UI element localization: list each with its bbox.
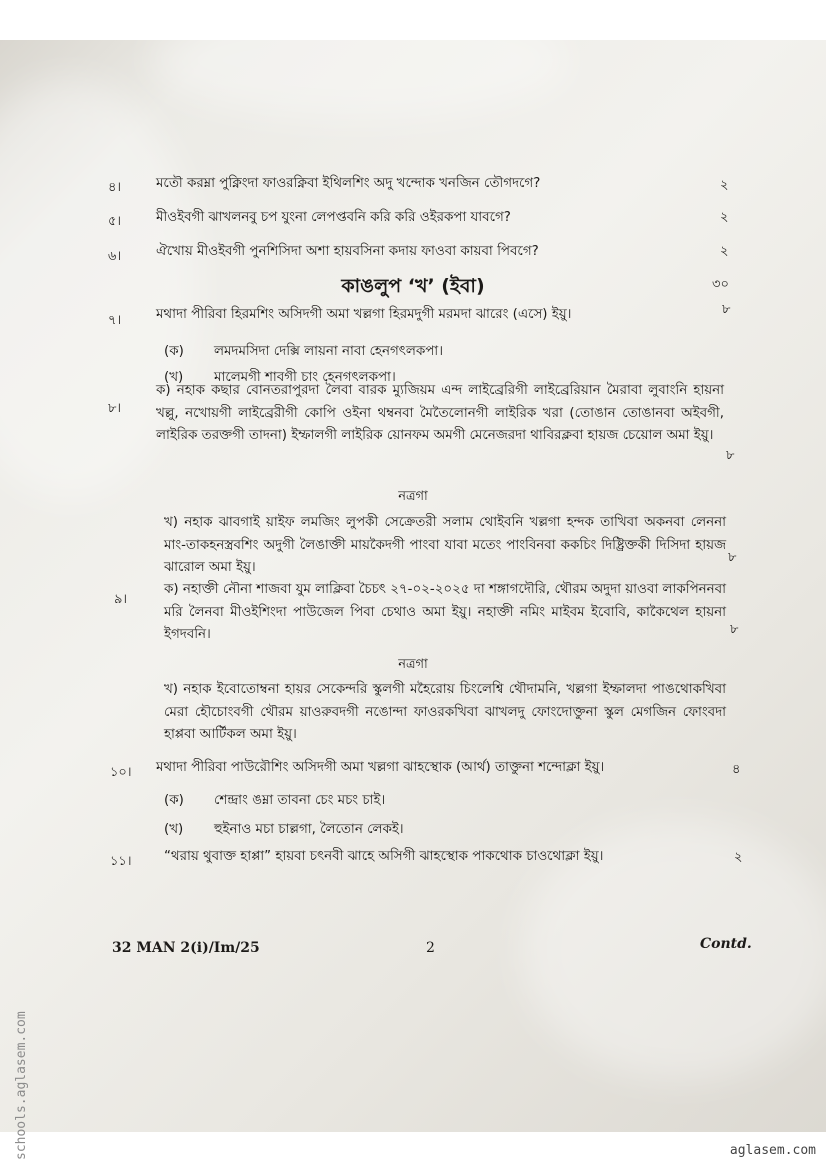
option-text: শেন্দ্রাং ঙম্না তাবনা চেং মচং চাই।	[214, 793, 386, 808]
page-number: 2	[426, 940, 435, 956]
section-heading: কাঙলুপ ‘খ’ (ইবা)	[341, 275, 485, 297]
question-number: ১১।	[110, 854, 132, 869]
option-label: (খ)	[164, 822, 184, 837]
or-separator: নত্রগা	[398, 657, 428, 672]
question-part-a: ক) নহাক্তী নৌনা শাজবা যুম লাক্লিবা চৈচৎ ২৭-০২-২০২৫ দা শঙ্গাগদৌরি, থৌরম অদুদা য়াওবা লাকপিননবা মরি লৈনবা মীওইশিংদা পাউজেল পিবা চেথাও অমা ইয়ু। নহাক্তী নমিং মাইবম ইবোবি, কাকৈথেল হায়না ইগদবনি।	[164, 582, 726, 642]
question-number: ৫।	[108, 214, 122, 229]
question-marks: ৪	[732, 762, 741, 777]
question-marks: ৮	[726, 448, 735, 463]
option-label: (ক)	[164, 793, 184, 808]
question-text: মতৌ করম্না পুক্নিংদা ফাওরক্নিবা ইথিলশিং অদু খন্দোক খনজিন তৌগদগে?	[156, 176, 541, 191]
option-text: হুইনাও মচা চাল্লগা, লৈতোন লেকই।	[214, 822, 404, 837]
question-number: ১০।	[110, 765, 132, 780]
question-marks: ২	[720, 178, 729, 193]
paper-crease	[150, 40, 570, 120]
question-number: ৮।	[108, 401, 122, 416]
question-number: ৪।	[108, 180, 122, 195]
question-text: মথাদা পীরিবা পাউরৌশিং অসিদগী অমা খল্লগা ঝাহস্থোক (আর্থ) তাক্তুনা শন্দোক্লা ইয়ু।	[156, 760, 605, 775]
bottom-watermark: aglasem.com	[729, 1143, 816, 1158]
question-part-b: খ) নহাক ঝাবগাই য়াইফ লমজিং লুপকী সেক্রেতরী সলাম থোইবনি খল্লগা হন্দক তাখিবা অকনবা লেননা মাং-তাকহনস্ত্রবশিং অদুগী লৈঙাক্তী মায়কৈদগী পাংবা যাবা মতেং পাংবিনবা ককচিং দিষ্ট্রিক্তকী দিসিদা হায়জ ঝারোল অমা ইয়ু।	[164, 515, 726, 575]
section-marks: ৩০	[712, 277, 729, 292]
question-marks: ৮	[728, 550, 737, 565]
continued-label: Contd.	[700, 936, 752, 952]
question-number: ৬।	[108, 249, 122, 264]
question-text: “থরায় থুবাক্ত হাপ্পা” হায়বা চৎনবী ঝাহে অসিগী ঝাহস্থোক পাকথোক চাওথোক্লা ইয়ু।	[164, 849, 604, 864]
question-part-b: খ) নহাক ইবোতোম্বনা হায়র সেকেন্দরি স্কুলগী মহৈরোয় চিংলেশ্বি থৌদামনি, খল্লগা ইম্ফালদা পাঙথোকখিবা মেরা হৌচোংবগী থৌরম য়াওরুবদগী নঙোন্দা ফাওরকখিবা ঝাখলদু ফোংদোক্তুনা স্কুল মেগজিন ফোংবদা হাপ্পবা আর্টিকল অমা ইয়ু।	[164, 682, 726, 742]
or-separator: নত্রগা	[398, 489, 428, 504]
question-marks: ৮	[730, 622, 739, 637]
option-text: মালেমগী শাবগী চাং হেনগৎলকপা।	[214, 370, 396, 385]
paper-code: 32 MAN 2(i)/Im/25	[112, 940, 260, 956]
question-text: মীওইবগী ঝাখলনবু চপ যুংনা লেপপ্তবনি করি করি ওইরকপা যাবগে?	[156, 210, 511, 225]
question-number: ৭।	[108, 313, 122, 328]
option-label: (ক)	[164, 344, 184, 359]
question-number: ৯।	[114, 592, 128, 607]
question-marks: ২	[734, 850, 743, 865]
option-text: লমদমসিদা দেক্সি লায়না নাবা হেনগৎলকপা।	[214, 344, 443, 359]
question-part-a: ক) নহাক কছার বোনতরাপুরদা লৈবা বারক ম্যুজিয়ম এন্দ লাইব্রেরিগী লাইব্রেরিয়ান মৈরাবা লুবাংনি হায়না খল্লু, নখোয়গী লাইব্রেরীগী কোপি ওইনা থম্বনবা মৈতৈলোনগী লাইরিক খরা (তোঙান তোঙানবা অইবগী, লাইরিক তরক্তগী তাদনা) ইম্ফালগী লাইরিক য়োনফম অমগী মেনেজরদা থাবিরক্লবা হায়জ চেয়োল অমা ইয়ু।	[156, 383, 724, 443]
question-text: ঐখোয় মীওইবগী পুনশিসিদা অশা হায়বসিনা কদায় ফাওবা কায়বা পিবগে?	[156, 244, 539, 259]
question-marks: ৮	[722, 302, 731, 317]
side-watermark: schools.aglasem.com	[14, 1011, 29, 1160]
question-marks: ২	[720, 210, 729, 225]
option-label: (খ)	[164, 370, 184, 385]
question-text: মথাদা পীরিবা হিরমশিং অসিদগী অমা খল্লগা হিরমদুগী মরমদা ঝারেং (এসে) ইয়ু।	[156, 307, 572, 322]
question-marks: ২	[720, 244, 729, 259]
